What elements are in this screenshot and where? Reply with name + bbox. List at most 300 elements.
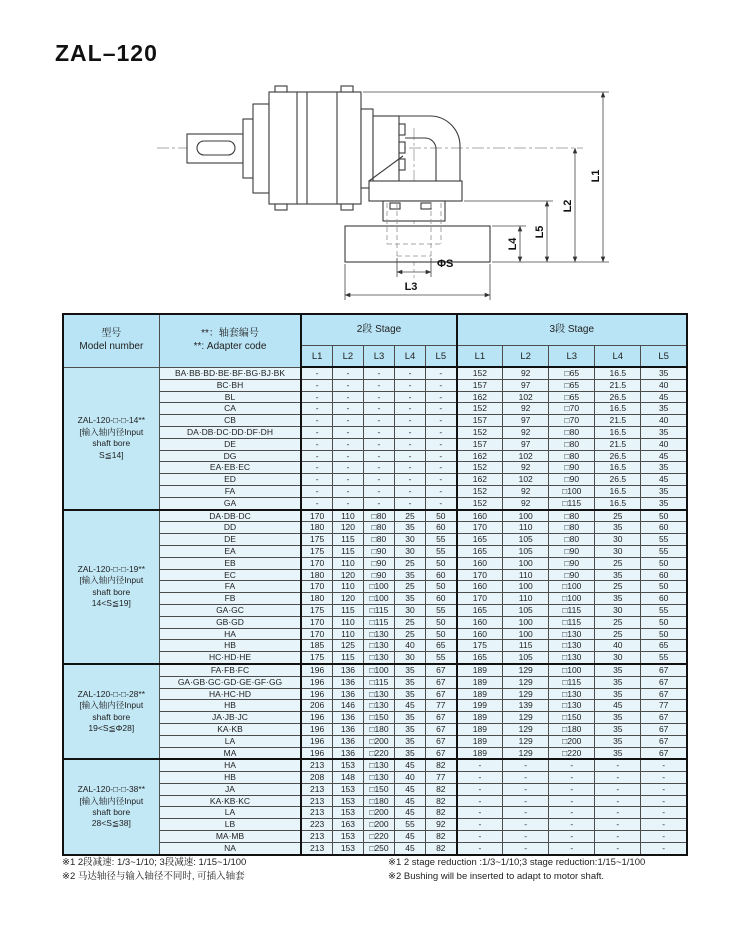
stage2-l2-cell: - (332, 379, 363, 391)
stage3-l1-cell: 189 (457, 688, 503, 700)
stage2-l2-cell: 120 (332, 593, 363, 605)
stage2-l4-cell: 35 (395, 747, 426, 759)
stage2-l3-cell: - (363, 426, 394, 438)
stage2-l2-cell: 110 (332, 510, 363, 522)
adapter-code-cell: GB·GD (159, 616, 301, 628)
stage2-l1-cell: 170 (301, 510, 332, 522)
stage3-l1-cell: 189 (457, 723, 503, 735)
stage2-l2-cell: 115 (332, 545, 363, 557)
stage3-l1-cell: 157 (457, 379, 503, 391)
col-header-s2-l5: L5 (426, 346, 457, 368)
stage3-l3-cell: □90 (549, 545, 595, 557)
stage3-l5-cell: 40 (641, 438, 687, 450)
stage3-l4-cell: 25 (595, 628, 641, 640)
adapter-code-cell: BC·BH (159, 379, 301, 391)
stage3-l2-cell: 100 (503, 616, 549, 628)
stage3-l3-cell: □90 (549, 557, 595, 569)
stage3-l3-cell: □80 (549, 426, 595, 438)
stage3-l3-cell: □130 (549, 652, 595, 664)
stage2-l4-cell: 25 (395, 581, 426, 593)
stage2-l1-cell: - (301, 485, 332, 497)
adapter-code-cell: LA (159, 735, 301, 747)
stage3-l4-cell: - (595, 831, 641, 843)
stage2-l3-cell: □130 (363, 652, 394, 664)
stage2-l4-cell: 25 (395, 628, 426, 640)
stage2-l2-cell: - (332, 426, 363, 438)
stage3-l5-cell: 40 (641, 415, 687, 427)
stage2-l3-cell: □200 (363, 807, 394, 819)
stage2-l4-cell: 35 (395, 569, 426, 581)
stage3-l5-cell: 55 (641, 604, 687, 616)
stage3-l3-cell: - (549, 842, 595, 854)
footnote-cn-line2: ※2 马达轴径与输入轴径不同时, 可插入轴套 (62, 870, 245, 882)
stage2-l5-cell: 60 (426, 569, 457, 581)
stage3-l1-cell: 152 (457, 462, 503, 474)
stage3-l5-cell: 67 (641, 664, 687, 676)
stage2-l4-cell: 45 (395, 831, 426, 843)
stage2-l5-cell: 60 (426, 522, 457, 534)
stage2-l2-cell: 136 (332, 723, 363, 735)
stage2-l4-cell: 55 (395, 819, 426, 831)
stage3-l3-cell: □115 (549, 497, 595, 509)
stage3-l4-cell: 45 (595, 700, 641, 712)
stage3-l4-cell: 26.5 (595, 391, 641, 403)
stage3-l5-cell: 67 (641, 735, 687, 747)
stage3-l1-cell: 165 (457, 534, 503, 546)
stage3-l4-cell: 25 (595, 616, 641, 628)
stage3-l2-cell: - (503, 807, 549, 819)
stage2-l1-cell: - (301, 462, 332, 474)
stage2-l5-cell: - (426, 462, 457, 474)
page-title: ZAL–120 (55, 40, 158, 66)
stage3-l2-cell: 100 (503, 557, 549, 569)
stage3-l1-cell: 152 (457, 367, 503, 379)
stage3-l5-cell: - (641, 819, 687, 831)
col-header-stage3: 3段 Stage (457, 314, 687, 346)
gearbox-technical-drawing (125, 76, 690, 311)
adapter-code-cell: GA (159, 497, 301, 509)
stage2-l3-cell: □220 (363, 831, 394, 843)
stage2-l3-cell: □130 (363, 688, 394, 700)
stage3-l2-cell: 129 (503, 747, 549, 759)
col-header-s3-l3: L3 (549, 346, 595, 368)
stage2-l5-cell: 82 (426, 783, 457, 795)
stage3-l4-cell: 25 (595, 510, 641, 522)
stage3-l1-cell: - (457, 831, 503, 843)
stage2-l5-cell: - (426, 474, 457, 486)
stage3-l1-cell: 152 (457, 485, 503, 497)
stage2-l2-cell: 110 (332, 628, 363, 640)
col-header-s2-l3: L3 (363, 346, 394, 368)
stage2-l3-cell: □130 (363, 628, 394, 640)
stage2-l2-cell: - (332, 403, 363, 415)
stage3-l2-cell: 129 (503, 676, 549, 688)
stage3-l5-cell: - (641, 795, 687, 807)
stage2-l2-cell: 120 (332, 522, 363, 534)
stage3-l1-cell: 157 (457, 438, 503, 450)
adapter-code-cell: HB (159, 640, 301, 652)
stage2-l3-cell: □130 (363, 700, 394, 712)
adapter-code-cell: FA (159, 581, 301, 593)
stage3-l2-cell: 129 (503, 712, 549, 724)
col-header-s3-l1: L1 (457, 346, 503, 368)
stage2-l4-cell: 30 (395, 604, 426, 616)
stage3-l1-cell: - (457, 842, 503, 854)
stage2-l1-cell: - (301, 497, 332, 509)
adapter-code-cell: HC·HD·HE (159, 652, 301, 664)
label-phis: ΦS (437, 258, 454, 270)
adapter-code-cell: FA (159, 485, 301, 497)
stage3-l5-cell: 67 (641, 712, 687, 724)
stage2-l5-cell: - (426, 450, 457, 462)
stage2-l1-cell: - (301, 415, 332, 427)
stage3-l1-cell: 160 (457, 616, 503, 628)
stage3-l3-cell: □70 (549, 403, 595, 415)
stage3-l4-cell: 35 (595, 676, 641, 688)
stage2-l2-cell: 153 (332, 831, 363, 843)
adapter-code-cell: FA·FB·FC (159, 664, 301, 676)
stage2-l4-cell: 40 (395, 640, 426, 652)
stage3-l2-cell: 92 (503, 367, 549, 379)
stage2-l1-cell: 196 (301, 723, 332, 735)
stage3-l3-cell: □220 (549, 747, 595, 759)
stage3-l4-cell: - (595, 772, 641, 784)
adapter-code-cell: DA·DB·DC·DD·DF·DH (159, 426, 301, 438)
adapter-code-cell: LA (159, 807, 301, 819)
stage2-l2-cell: - (332, 391, 363, 403)
stage2-l5-cell: - (426, 438, 457, 450)
stage2-l1-cell: 196 (301, 688, 332, 700)
adapter-code-cell: CB (159, 415, 301, 427)
stage2-l4-cell: 45 (395, 783, 426, 795)
stage2-l3-cell: - (363, 367, 394, 379)
footnote-english (388, 856, 645, 884)
stage3-l3-cell: □115 (549, 604, 595, 616)
adapter-code-cell: CA (159, 403, 301, 415)
stage2-l5-cell: 60 (426, 593, 457, 605)
stage3-l4-cell: 40 (595, 640, 641, 652)
stage3-l3-cell: - (549, 759, 595, 771)
stage3-l4-cell: 35 (595, 593, 641, 605)
stage2-l1-cell: 180 (301, 569, 332, 581)
stage2-l2-cell: - (332, 438, 363, 450)
stage2-l1-cell: 213 (301, 795, 332, 807)
col-header-s2-l2: L2 (332, 346, 363, 368)
stage3-l1-cell: - (457, 795, 503, 807)
stage2-l3-cell: □150 (363, 783, 394, 795)
stage3-l2-cell: 92 (503, 403, 549, 415)
stage3-l1-cell: 165 (457, 545, 503, 557)
stage3-l5-cell: 55 (641, 652, 687, 664)
adapter-code-cell: JA·JB·JC (159, 712, 301, 724)
stage3-l4-cell: 35 (595, 712, 641, 724)
stage3-l1-cell: 162 (457, 450, 503, 462)
stage2-l1-cell: - (301, 450, 332, 462)
stage3-l3-cell: □80 (549, 534, 595, 546)
stage3-l2-cell: 129 (503, 723, 549, 735)
stage2-l5-cell: - (426, 497, 457, 509)
stage3-l4-cell: 35 (595, 747, 641, 759)
stage3-l4-cell: 25 (595, 557, 641, 569)
stage2-l5-cell: - (426, 391, 457, 403)
stage3-l4-cell: 16.5 (595, 426, 641, 438)
stage2-l5-cell: 82 (426, 831, 457, 843)
gear-housing (269, 92, 361, 204)
adapter-code-cell: GA·GC (159, 604, 301, 616)
stage3-l4-cell: 35 (595, 664, 641, 676)
adapter-code-cell: EC (159, 569, 301, 581)
model-group-label: ZAL-120-□-□-28** [输入轴内径Input shaft bore 19<S≦Φ28] (63, 664, 159, 759)
col-header-s3-l2: L2 (503, 346, 549, 368)
adapter-code-cell: DG (159, 450, 301, 462)
stage2-l5-cell: 55 (426, 604, 457, 616)
stage3-l2-cell: 92 (503, 497, 549, 509)
stage2-l4-cell: 25 (395, 557, 426, 569)
footnote-cn-line1: ※1 2段减速: 1/3~1/10; 3段减速: 1/15~1/100 (62, 857, 247, 868)
stage2-l3-cell: - (363, 438, 394, 450)
stage3-l5-cell: 35 (641, 485, 687, 497)
stage2-l1-cell: 170 (301, 616, 332, 628)
stage3-l2-cell: 110 (503, 593, 549, 605)
stage2-l2-cell: 110 (332, 557, 363, 569)
stage2-l4-cell: 45 (395, 759, 426, 771)
stage2-l1-cell: 213 (301, 759, 332, 771)
stage2-l5-cell: 50 (426, 628, 457, 640)
stage2-l2-cell: 110 (332, 616, 363, 628)
stage3-l3-cell: □80 (549, 438, 595, 450)
stage3-l5-cell: 50 (641, 581, 687, 593)
stage2-l4-cell: 45 (395, 842, 426, 854)
stage2-l4-cell: 30 (395, 545, 426, 557)
stage3-l2-cell: 129 (503, 664, 549, 676)
stage3-l3-cell: □80 (549, 510, 595, 522)
stage2-l1-cell: 170 (301, 628, 332, 640)
stage2-l2-cell: - (332, 485, 363, 497)
stage3-l5-cell: 67 (641, 688, 687, 700)
stage2-l2-cell: 153 (332, 842, 363, 854)
stage2-l4-cell: - (395, 438, 426, 450)
adapter-code-cell: DD (159, 522, 301, 534)
stage3-l3-cell: - (549, 772, 595, 784)
stage3-l2-cell: 100 (503, 628, 549, 640)
stage2-l3-cell: □200 (363, 819, 394, 831)
stage3-l1-cell: 199 (457, 700, 503, 712)
stage2-l2-cell: 136 (332, 688, 363, 700)
stage3-l1-cell: 165 (457, 604, 503, 616)
stage2-l2-cell: 153 (332, 807, 363, 819)
stage3-l4-cell: 16.5 (595, 497, 641, 509)
stage3-l3-cell: □100 (549, 581, 595, 593)
stage2-l4-cell: 25 (395, 616, 426, 628)
stage2-l4-cell: - (395, 367, 426, 379)
table-row (63, 367, 687, 379)
stage2-l4-cell: 45 (395, 807, 426, 819)
adapter-code-cell: ED (159, 474, 301, 486)
dimension-spec-table (62, 313, 688, 856)
stage3-l4-cell: 21.5 (595, 379, 641, 391)
stage3-l1-cell: - (457, 819, 503, 831)
stage3-l5-cell: - (641, 783, 687, 795)
stage3-l3-cell: □80 (549, 450, 595, 462)
adapter-code-cell: HB (159, 772, 301, 784)
stage3-l3-cell: □130 (549, 628, 595, 640)
adapter-code-cell: BL (159, 391, 301, 403)
stage2-l3-cell: □100 (363, 593, 394, 605)
stage3-l4-cell: 35 (595, 522, 641, 534)
stage3-l2-cell: 97 (503, 415, 549, 427)
stage3-l1-cell: 162 (457, 474, 503, 486)
stage3-l5-cell: 60 (641, 522, 687, 534)
stage2-l5-cell: 92 (426, 819, 457, 831)
stage2-l3-cell: - (363, 391, 394, 403)
stage2-l1-cell: - (301, 426, 332, 438)
stage2-l4-cell: 35 (395, 688, 426, 700)
stage3-l2-cell: 129 (503, 688, 549, 700)
stage2-l1-cell: 213 (301, 831, 332, 843)
stage3-l4-cell: 16.5 (595, 462, 641, 474)
stage3-l4-cell: 16.5 (595, 367, 641, 379)
stage2-l4-cell: 35 (395, 522, 426, 534)
stage3-l2-cell: - (503, 831, 549, 843)
stage2-l5-cell: 55 (426, 545, 457, 557)
stage2-l2-cell: 148 (332, 772, 363, 784)
stage3-l4-cell: 35 (595, 688, 641, 700)
stage3-l1-cell: 170 (457, 593, 503, 605)
stage2-l3-cell: □130 (363, 759, 394, 771)
stage3-l3-cell: □115 (549, 676, 595, 688)
stage3-l4-cell: - (595, 842, 641, 854)
stage2-l4-cell: 35 (395, 723, 426, 735)
stage3-l3-cell: □150 (549, 712, 595, 724)
adapter-code-cell: FB (159, 593, 301, 605)
stage3-l1-cell: 157 (457, 415, 503, 427)
stage3-l1-cell: - (457, 807, 503, 819)
stage2-l2-cell: - (332, 450, 363, 462)
stage2-l3-cell: □100 (363, 664, 394, 676)
stage3-l3-cell: □90 (549, 474, 595, 486)
stage2-l3-cell: □115 (363, 604, 394, 616)
stage3-l4-cell: - (595, 807, 641, 819)
stage2-l4-cell: 35 (395, 664, 426, 676)
stage2-l3-cell: □150 (363, 712, 394, 724)
stage2-l4-cell: - (395, 415, 426, 427)
stage3-l1-cell: 160 (457, 557, 503, 569)
stage2-l1-cell: 223 (301, 819, 332, 831)
adapter-code-cell: BA·BB·BD·BE·BF·BG·BJ·BK (159, 367, 301, 379)
stage3-l2-cell: 92 (503, 426, 549, 438)
stage3-l3-cell: □100 (549, 664, 595, 676)
stage2-l3-cell: □90 (363, 569, 394, 581)
stage2-l1-cell: 175 (301, 534, 332, 546)
model-group-label: ZAL-120-□-□-14** [输入轴内径Input shaft bore S≦14] (63, 367, 159, 510)
stage3-l2-cell: 102 (503, 474, 549, 486)
col-header-stage2: 2段 Stage (301, 314, 456, 346)
stage3-l2-cell: 105 (503, 604, 549, 616)
stage3-l3-cell: □80 (549, 522, 595, 534)
stage3-l2-cell: - (503, 819, 549, 831)
stage2-l5-cell: 67 (426, 688, 457, 700)
stage2-l1-cell: - (301, 379, 332, 391)
col-header-s2-l4: L4 (395, 346, 426, 368)
adapter-code-cell: DE (159, 534, 301, 546)
stage3-l1-cell: 152 (457, 426, 503, 438)
stage2-l4-cell: - (395, 450, 426, 462)
stage3-l1-cell: 189 (457, 712, 503, 724)
stage2-l3-cell: □80 (363, 510, 394, 522)
stage3-l5-cell: 67 (641, 747, 687, 759)
stage2-l1-cell: 170 (301, 557, 332, 569)
stage2-l1-cell: 180 (301, 593, 332, 605)
stage3-l2-cell: - (503, 795, 549, 807)
stage2-l3-cell: - (363, 403, 394, 415)
stage2-l5-cell: 50 (426, 581, 457, 593)
stage3-l4-cell: 21.5 (595, 438, 641, 450)
stage2-l4-cell: 45 (395, 700, 426, 712)
stage3-l3-cell: □90 (549, 462, 595, 474)
stage3-l5-cell: - (641, 831, 687, 843)
adapter-code-cell: KA·KB·KC (159, 795, 301, 807)
stage3-l5-cell: 35 (641, 403, 687, 415)
stage3-l3-cell: □65 (549, 391, 595, 403)
stage3-l4-cell: 30 (595, 534, 641, 546)
stage3-l3-cell: □70 (549, 415, 595, 427)
stage3-l5-cell: 35 (641, 497, 687, 509)
stage2-l4-cell: 35 (395, 735, 426, 747)
stage2-l2-cell: - (332, 474, 363, 486)
label-l1: L1 (590, 169, 602, 183)
stage2-l1-cell: 180 (301, 522, 332, 534)
stage3-l5-cell: 45 (641, 474, 687, 486)
stage3-l5-cell: 35 (641, 462, 687, 474)
stage2-l2-cell: 136 (332, 747, 363, 759)
stage3-l5-cell: - (641, 772, 687, 784)
stage2-l1-cell: 170 (301, 581, 332, 593)
stage3-l2-cell: - (503, 759, 549, 771)
stage2-l1-cell: - (301, 438, 332, 450)
stage2-l5-cell: 65 (426, 640, 457, 652)
stage2-l5-cell: 77 (426, 772, 457, 784)
stage3-l2-cell: - (503, 783, 549, 795)
stage2-l5-cell: - (426, 379, 457, 391)
stage2-l5-cell: 50 (426, 616, 457, 628)
adapter-code-cell: KA·KB (159, 723, 301, 735)
stage3-l4-cell: 35 (595, 735, 641, 747)
stage3-l5-cell: 40 (641, 379, 687, 391)
stage3-l1-cell: 160 (457, 510, 503, 522)
stage2-l4-cell: - (395, 391, 426, 403)
stage3-l1-cell: 189 (457, 747, 503, 759)
stage2-l5-cell: - (426, 485, 457, 497)
stage3-l3-cell: □65 (549, 379, 595, 391)
adapter-code-cell: GA·GB·GC·GD·GE·GF·GG (159, 676, 301, 688)
stage2-l3-cell: □115 (363, 616, 394, 628)
stage2-l2-cell: 153 (332, 759, 363, 771)
stage3-l4-cell: 35 (595, 569, 641, 581)
stage3-l4-cell: - (595, 783, 641, 795)
stage3-l5-cell: 35 (641, 426, 687, 438)
stage2-l4-cell: 40 (395, 772, 426, 784)
stage3-l3-cell: □100 (549, 593, 595, 605)
stage3-l4-cell: 35 (595, 723, 641, 735)
stage2-l1-cell: 208 (301, 772, 332, 784)
stage2-l1-cell: 175 (301, 652, 332, 664)
table-row (63, 664, 687, 676)
stage3-l2-cell: 100 (503, 581, 549, 593)
adapter-code-cell: DA·DB·DC (159, 510, 301, 522)
footnote-en-line1: ※1 2 stage reduction :1/3~1/10;3 stage reduction:1/15~1/100 (388, 857, 646, 868)
table-row (63, 510, 687, 522)
stage2-l3-cell: □180 (363, 723, 394, 735)
